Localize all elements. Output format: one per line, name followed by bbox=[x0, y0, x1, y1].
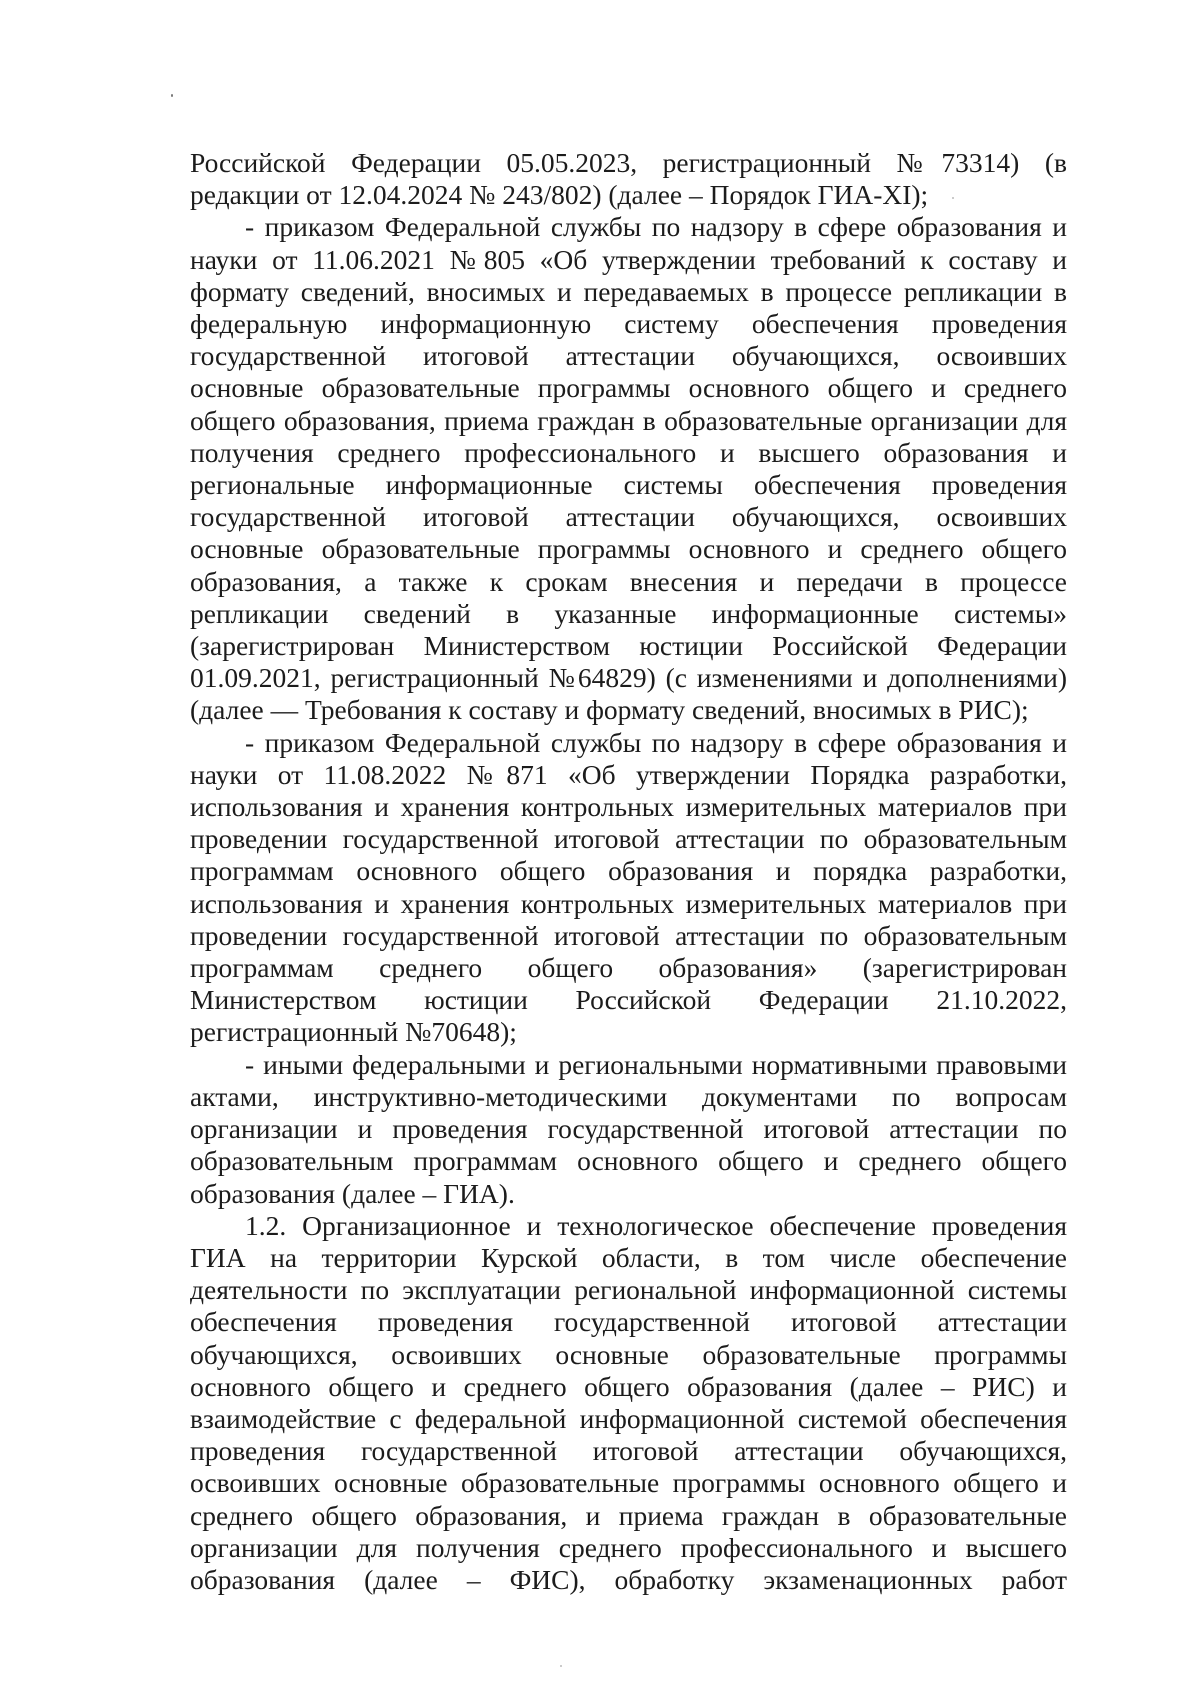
paragraph-other-acts: - иными федеральными и региональными нормативными правовыми актами, инструктивно-методическими документами по вопросам организации и проведения государственной итоговой аттестации по образовательным программам основного общего и среднего общего образования (далее – ГИА). bbox=[190, 1048, 1067, 1209]
paragraph-continuation: Российской Федерации 05.05.2023, регистрационный №73314) (в редакции от 12.04.2024 № 243/802) (далее – Порядок ГИА-XI); bbox=[190, 147, 1067, 211]
scan-speck bbox=[171, 94, 173, 97]
paragraph-section-1-2: 1.2. Организационное и технологическое обеспечение проведения ГИА на территории Курской области, в том числе обеспечение деятельности по эксплуатации региональной информационной системы обеспечения проведения государственной итоговой аттестации обучающихся, освоивших основные образовательные программы основного общего и среднего общего образования (далее – РИС) и взаимодействие с федеральной информационной системой обеспечения проведения государственной итоговой аттестации обучающихся, освоивших основные образовательные программы основного общего и среднего общего образования, и приема граждан в образовательные организации для получения среднего профессионального и высшего образования (далее – ФИС), обработку экзаменационных работ bbox=[190, 1209, 1067, 1595]
scan-speck bbox=[952, 197, 954, 199]
paragraph-order-805: - приказом Федеральной службы по надзору в сфере образования и науки от 11.06.2021 №805 «Об утверждении требований к составу и формату сведений, вносимых и передаваемых в процессе репликации в федеральную информационную систему обеспечения проведения государственной итоговой аттестации обучающихся, освоивших основные образовательные программы основного общего и среднего общего образования, приема граждан в образовательные организации для получения среднего профессионального и высшего образования и региональные информационные системы обеспечения проведения государственной итоговой аттестации обучающихся, освоивших основные образовательные программы основного и среднего общего образования, а также к срокам внесения и передачи в процессе репликации сведений в указанные информационные системы» (зарегистрирован Министерством юстиции Российской Федерации 01.09.2021, регистрационный №64829) (с изменениями и дополнениями) (далее — Требования к составу и формату сведений, вносимых в РИС); bbox=[190, 211, 1067, 726]
paragraph-order-871: - приказом Федеральной службы по надзору в сфере образования и науки от 11.08.2022 №871 «Об утверждении Порядка разработки, использования и хранения контрольных измерительных материалов при проведении государственной итоговой аттестации по образовательным программам основного общего образования и порядка разработки, использования и хранения контрольных измерительных материалов при проведении государственной итоговой аттестации по образовательным программам среднего общего образования» (зарегистрирован Министерством юстиции Российской Федерации 21.10.2022, регистрационный №70648); bbox=[190, 726, 1067, 1048]
document-body bbox=[190, 147, 1067, 1596]
scan-speck bbox=[560, 1665, 562, 1667]
